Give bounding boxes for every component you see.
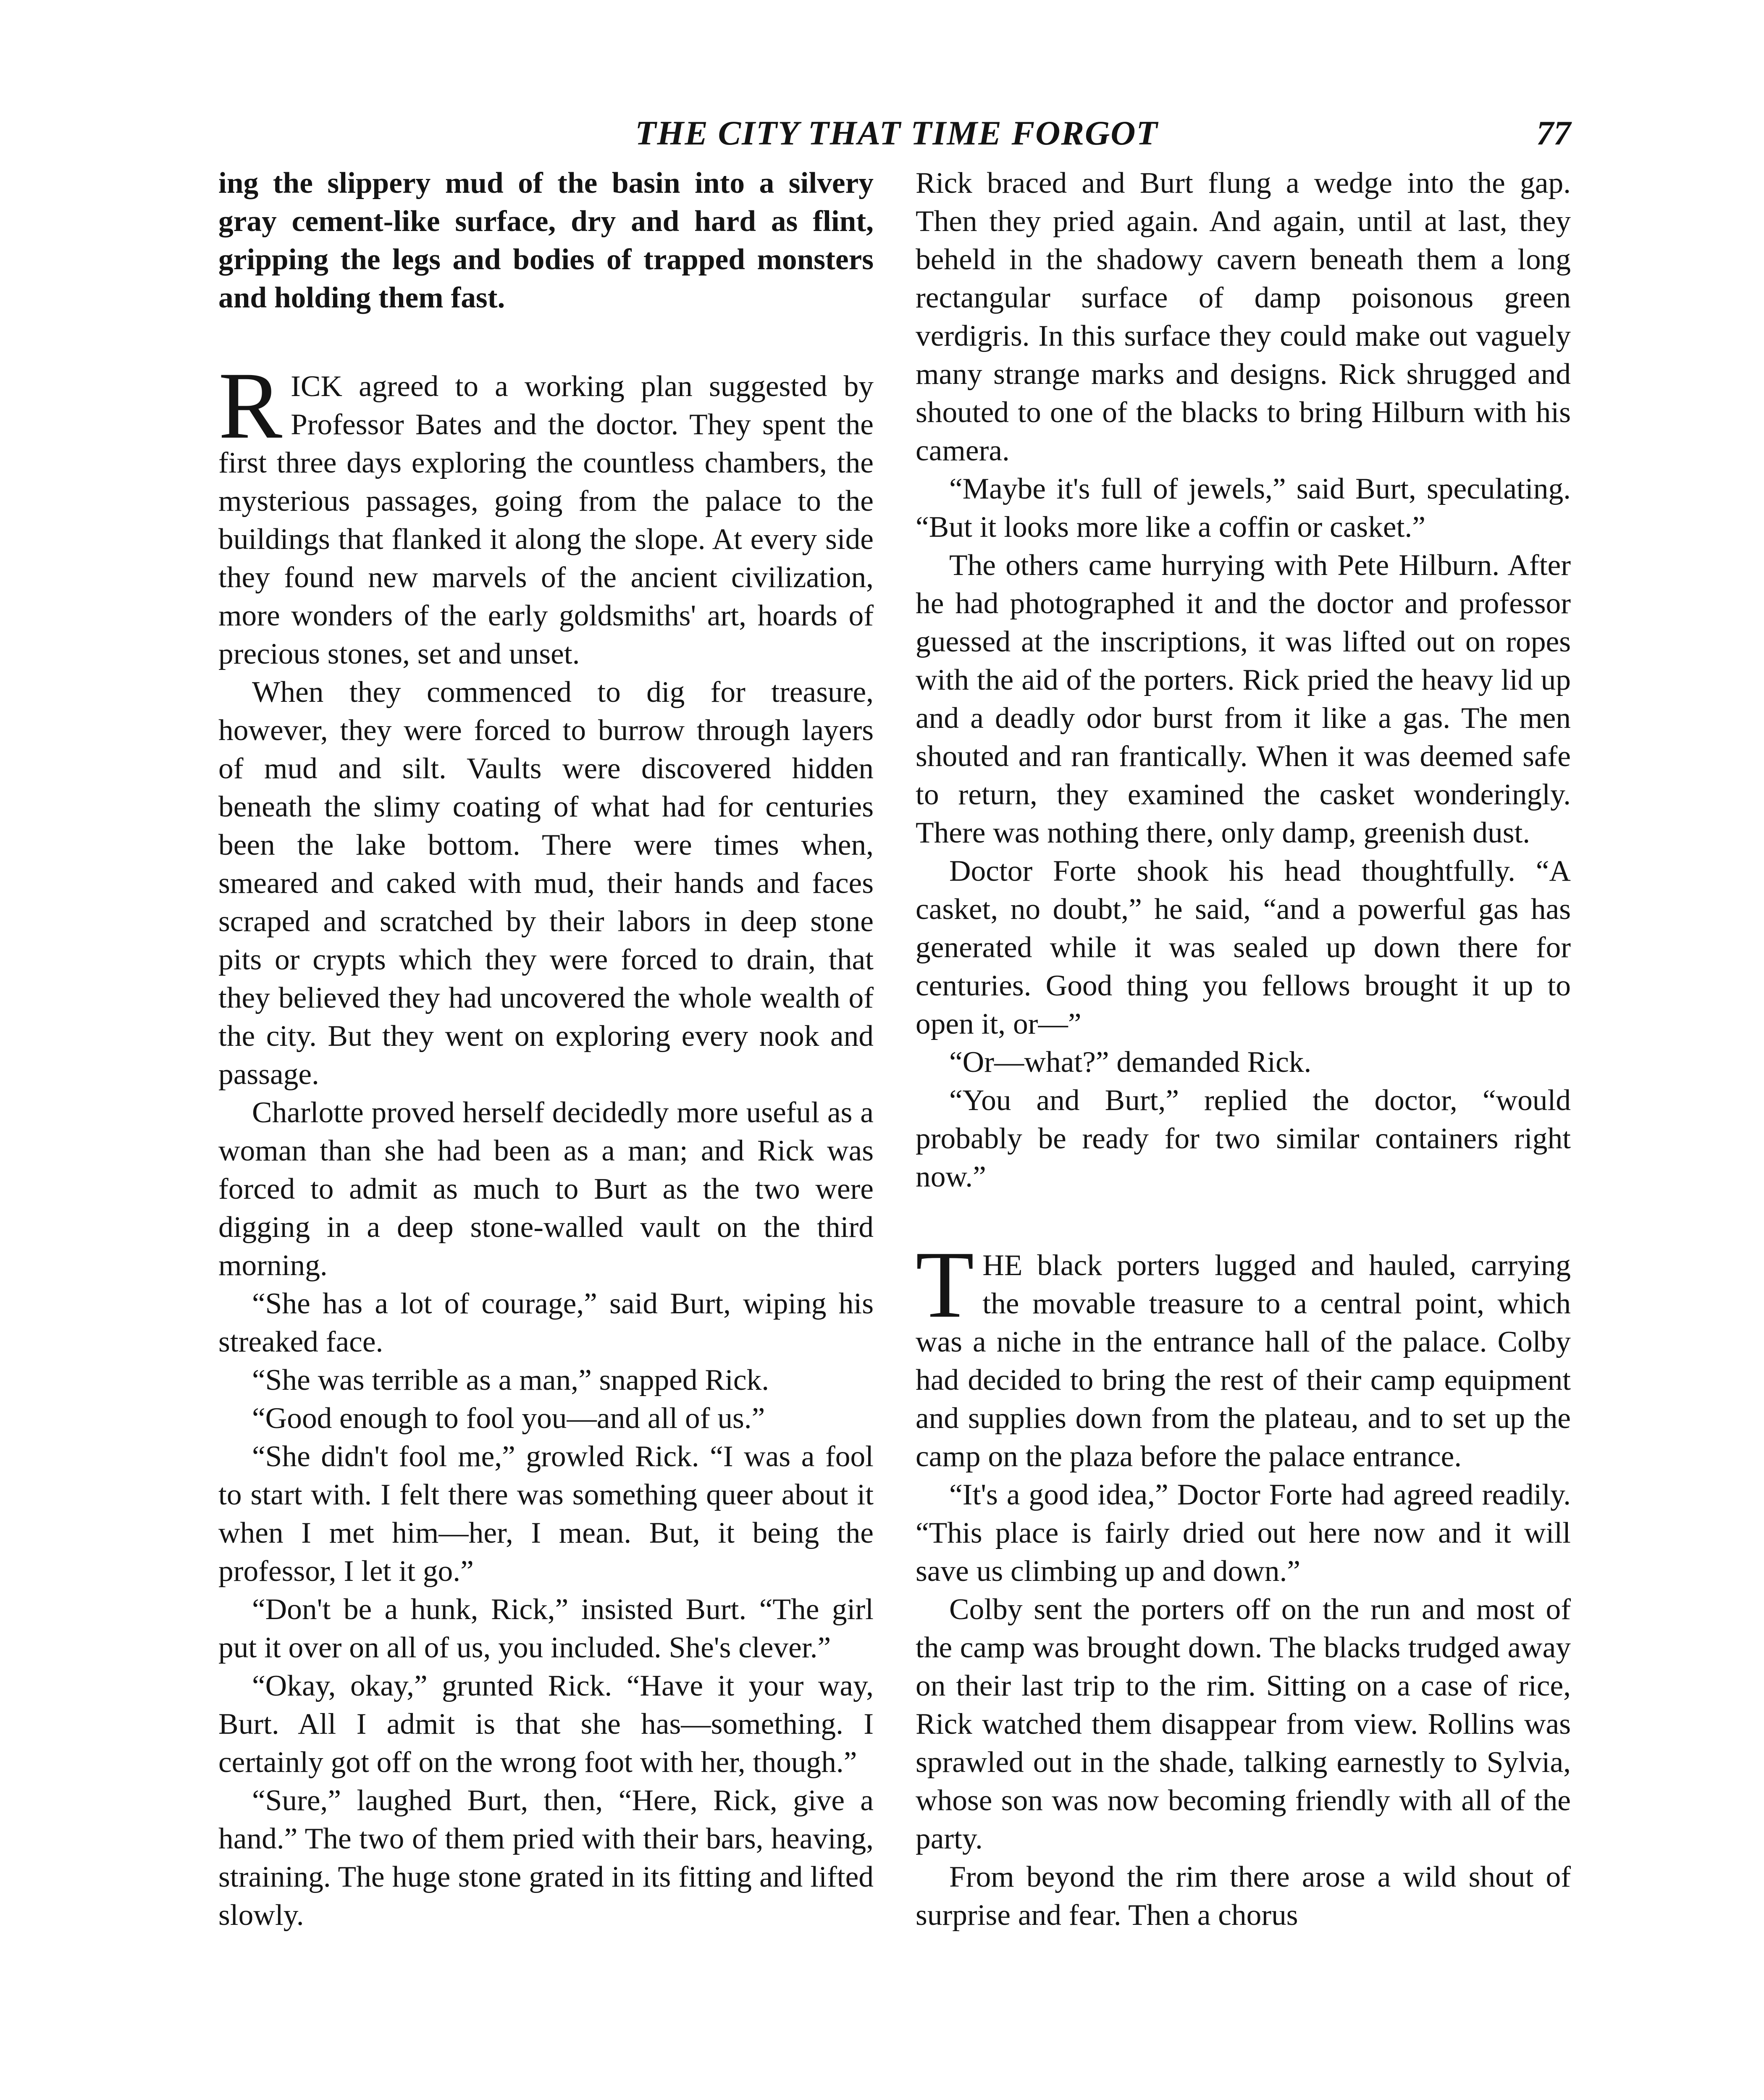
right-text-column [916,164,1571,1934]
page-number: 77 [1536,114,1571,152]
paragraph: Doctor Forte shook his head thoughtfully. “A casket, no doubt,” he said, “and a powerful gas has generated while it was sealed up down there for centuries. Good thing you fellows brought it up to open it, or—” [916,854,1571,1040]
paragraph: “She didn't fool me,” growled Rick. “I was a fool to start with. I felt there was something queer about it when I met him—her, I mean. But, it being the professor, I let it go.” [218,1440,874,1588]
paragraph: Rick braced and Burt flung a wedge into the gap. Then they pried again. And again, until at last, they beheld in the shadowy cavern beneath them a long rectangular surface of damp poisonous green verdigris. In this surface they could make out vaguely many strange marks and designs. Rick shrugged and shouted to one of the blacks to bring Hilburn with his camera. [916,166,1571,467]
paragraph-text: ICK agreed to a working plan suggested by Professor Bates and the doctor. They spent the first three days exploring the countless chambers, the mysterious passages, going from the palace to the buildings that flanked it along the slope. At every side they found new marvels of the ancient civilization, more wonders of the early goldsmiths' art, hoards of precious stones, set and unset. [218,370,874,670]
paragraph: Colby sent the porters off on the run and most of the camp was brought down. The blacks trudged away on their last trip to the rim. Sitting on a case of rice, Rick watched them disappear from view. Rollins was sprawled out in the shade, talking earnestly to Sylvia, whose son was now becoming friendly with all of the party. [916,1593,1571,1855]
paragraph-text: HE black porters lugged and hauled, carrying the movable treasure to a central point, which was a niche in the entrance hall of the palace. Colby had decided to bring the rest of their camp equipment and supplies down from the plateau, and to set up the camp on the plaza before the palace entrance. [916,1249,1571,1473]
paragraph: “She was terrible as a man,” snapped Rick. [252,1363,769,1396]
paragraph: “It's a good idea,” Doctor Forte had agreed readily. “This place is fairly dried out here now and it will save us climbing up and down.” [916,1478,1571,1588]
page-header [223,113,1571,160]
paragraph: When they commenced to dig for treasure, however, they were forced to burrow through layers of mud and silt. Vaults were discovered hidden beneath the slimy coating of what had for centuries been the lake bottom. There were times when, smeared and caked with mud, their hands and faces scraped and scratched by their labors in deep stone pits or crypts which they were forced to drain, that they believed they had uncovered the whole wealth of the city. But they went on exploring every nook and passage. [218,675,874,1091]
paragraph: “Or—what?” demanded Rick. [949,1045,1312,1079]
paragraph: “Good enough to fool you—and all of us.” [252,1402,765,1435]
section-paragraph [916,1232,1571,1475]
paragraph: “Maybe it's full of jewels,” said Burt, speculating. “But it looks more like a coffin or casket.” [916,472,1571,543]
paragraph: “Don't be a hunk, Rick,” insisted Burt. “The girl put it over on all of us, you included. She's clever.” [218,1593,874,1664]
paragraph: From beyond the rim there arose a wild shout of surprise and fear. Then a chorus [916,1860,1571,1932]
paragraph: “Okay, okay,” grunted Rick. “Have it your way, Burt. All I admit is that she has—something. I certainly got off on the wrong foot with her, though.” [218,1669,874,1779]
left-text-column [218,164,874,1934]
paragraph: “You and Burt,” replied the doctor, “would probably be ready for two similar containers right now.” [916,1084,1571,1193]
section-paragraph [218,353,874,673]
paragraph: “Sure,” laughed Burt, then, “Here, Rick, give a hand.” The two of them pried with their bars, heaving, straining. The huge stone grated in its fitting and lifted slowly. [218,1784,874,1932]
paragraph: The others came hurrying with Pete Hilburn. After he had photographed it and the doctor and professor guessed at the inscriptions, it was lifted out on ropes with the aid of the porters. Rick pried the heavy lid up and a deadly odor burst from it like a gas. The men shouted and ran frantically. When it was deemed safe to return, they examined the casket wonderingly. There was nothing there, only damp, greenish dust. [916,549,1571,849]
paragraph: Charlotte proved herself decidedly more useful as a woman than she had been as a man; and Rick was forced to admit as much to Burt as the two were digging in a deep stone-walled vault on the third morning. [218,1096,874,1282]
drop-cap: R [218,353,283,459]
paragraph: “She has a lot of courage,” said Burt, wiping his streaked face. [218,1287,874,1358]
running-title: THE CITY THAT TIME FORGOT [635,114,1158,152]
drop-cap: T [916,1232,974,1338]
paragraph: ing the slippery mud of the basin into a silvery gray cement-like surface, dry and hard as flint, gripping the legs and bodies of trapped monsters and holding them fast. [218,166,874,314]
